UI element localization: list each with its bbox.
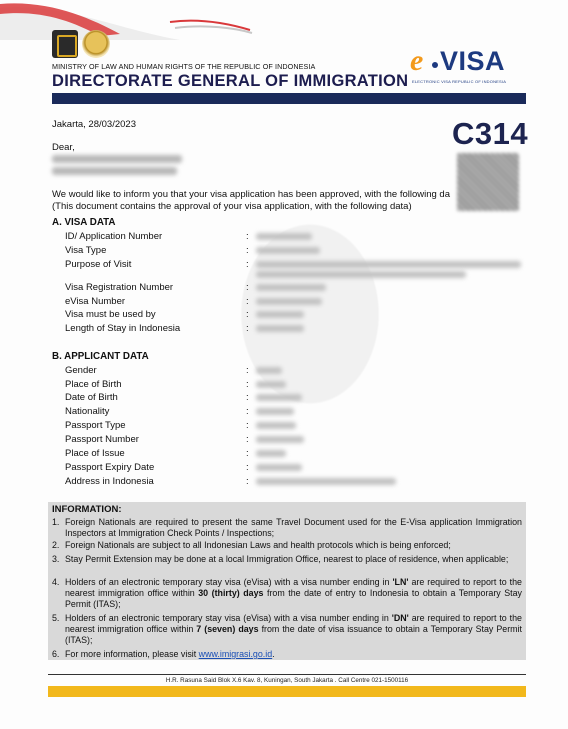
field-label: Place of Birth xyxy=(65,379,122,390)
info-text: Stay Permit Extension may be done at a local Immigration Office, nearest to place of residence, when applicable; xyxy=(65,554,509,564)
info-item xyxy=(52,649,522,660)
field-label: Date of Birth xyxy=(65,392,118,403)
redacted-value xyxy=(256,464,302,471)
ministry-name: MINISTRY OF LAW AND HUMAN RIGHTS OF THE REPUBLIC OF INDONESIA xyxy=(52,62,316,71)
field-colon: : xyxy=(246,434,249,445)
field-colon: : xyxy=(246,379,249,390)
field-colon: : xyxy=(246,309,249,320)
header-bar xyxy=(52,93,526,104)
info-text: Foreign Nationals are subject to all Indonesian Laws and health protocols which is being enforced; xyxy=(65,540,451,550)
redacted-value xyxy=(256,367,282,374)
field-colon: : xyxy=(246,462,249,473)
salutation: Dear, xyxy=(52,142,75,153)
field-colon: : xyxy=(246,282,249,293)
redacted-value xyxy=(256,381,286,388)
redacted-recipient-name xyxy=(52,155,182,163)
redacted-value xyxy=(256,422,296,429)
info-text-part: from the date of entry to Indonesia to obtain a Temporary Stay Permit (ITAS); xyxy=(65,587,522,609)
field-label: Purpose of Visit xyxy=(65,259,132,270)
redacted-value xyxy=(256,284,326,291)
field-label: Visa Type xyxy=(65,245,107,256)
info-number: 4. xyxy=(52,577,60,587)
redacted-value xyxy=(256,298,322,305)
redacted-value xyxy=(256,450,286,457)
info-number: 2. xyxy=(52,540,60,550)
intro-line-2: (This document contains the approval of your visa application, with the following data) xyxy=(52,201,412,212)
deadline-seven-days: 7 (seven) days xyxy=(196,623,259,634)
info-number: 5. xyxy=(52,613,60,623)
redacted-value xyxy=(256,261,521,268)
info-number: 6. xyxy=(52,649,60,659)
redacted-value xyxy=(256,247,320,254)
field-colon: : xyxy=(246,296,249,307)
field-label: Length of Stay in Indonesia xyxy=(65,323,181,334)
deadline-thirty-days: 30 (thirty) days xyxy=(198,587,264,598)
info-text-part: For more information, please visit xyxy=(65,649,199,659)
field-label: Passport Expiry Date xyxy=(65,462,155,473)
redacted-value xyxy=(256,436,304,443)
field-label: Visa Registration Number xyxy=(65,282,174,293)
field-label: Place of Issue xyxy=(65,448,125,459)
field-colon: : xyxy=(246,476,249,487)
info-number: 1. xyxy=(52,517,60,527)
directorate-title: DIRECTORATE GENERAL OF IMMIGRATION xyxy=(52,72,409,90)
redacted-value xyxy=(256,478,396,485)
visa-code-ln: 'LN' xyxy=(392,577,409,587)
field-label: Gender xyxy=(65,365,97,376)
field-colon: : xyxy=(246,231,249,242)
qr-code-redacted xyxy=(457,153,519,211)
footer-divider xyxy=(48,674,526,675)
field-colon: : xyxy=(246,406,249,417)
info-text xyxy=(65,577,522,609)
ministry-logos xyxy=(52,30,110,60)
field-label: eVisa Number xyxy=(65,296,126,307)
info-text xyxy=(65,649,522,660)
intro-line-1: We would like to inform you that your visa application has been approved, with the following da xyxy=(52,189,450,200)
letter-date: Jakarta, 28/03/2023 xyxy=(52,119,136,130)
immigration-emblem-icon xyxy=(52,30,78,58)
ministry-seal-icon xyxy=(82,30,110,58)
applicant-data-heading: B. APPLICANT DATA xyxy=(52,351,149,362)
field-label: Visa must be used by xyxy=(65,309,156,320)
field-colon: : xyxy=(246,448,249,459)
info-text-part: from the date of visa issuance to obtain a Temporary Stay Permit (ITAS); xyxy=(65,623,523,645)
field-colon: : xyxy=(246,420,249,431)
evisa-logo-visa: VISA xyxy=(440,46,506,76)
information-heading: INFORMATION: xyxy=(52,504,122,515)
info-text-part: are required to report to the nearest immigration office within xyxy=(65,613,522,634)
info-item xyxy=(52,577,522,609)
evisa-logo-subtitle: ELECTRONIC VISA REPUBLIC OF INDONESIA xyxy=(412,79,507,84)
footer-bar xyxy=(48,686,526,697)
info-text: Foreign Nationals are required to present the same Travel Document used for the E-Visa application Immigration Inspectors at Immigration Check Points / Inspections; xyxy=(65,517,522,538)
info-text-part: Holders of an electronic temporary stay visa (eVisa) with a visa number ending in xyxy=(65,577,393,587)
imigrasi-website-link[interactable]: www.imigrasi.go.id xyxy=(198,649,273,659)
field-label: Address in Indonesia xyxy=(65,476,154,487)
redacted-value xyxy=(256,325,304,332)
field-colon: : xyxy=(246,365,249,376)
evisa-logo xyxy=(410,44,528,86)
field-colon: : xyxy=(246,259,249,270)
info-item xyxy=(52,613,522,645)
info-item xyxy=(52,554,522,565)
field-label: Passport Type xyxy=(65,420,126,431)
redacted-value xyxy=(256,271,466,278)
redacted-value xyxy=(256,394,302,401)
field-colon: : xyxy=(246,323,249,334)
field-label: Passport Number xyxy=(65,434,139,445)
letter-code: C314 xyxy=(452,116,529,151)
evisa-logo-dot xyxy=(432,62,438,68)
visa-code-dn: 'DN' xyxy=(391,613,409,623)
info-text-part: . xyxy=(272,649,275,659)
info-text-part: are required to report to the nearest immigration office within xyxy=(65,577,522,598)
info-text-part: Holders of an electronic temporary stay visa (eVisa) with a visa number ending in xyxy=(65,613,392,623)
field-label: Nationality xyxy=(65,406,110,417)
redacted-value xyxy=(256,408,294,415)
field-label: ID/ Application Number xyxy=(65,231,163,242)
redacted-value xyxy=(256,233,312,240)
redacted-value xyxy=(256,311,304,318)
visa-data-heading: A. VISA DATA xyxy=(52,217,116,228)
evisa-logo-e: e xyxy=(410,44,424,77)
footer-address: H.R. Rasuna Said Blok X.6 Kav. 8, Kuningan, South Jakarta . Call Centre 021-1500116 xyxy=(165,677,409,684)
field-colon: : xyxy=(246,245,249,256)
redacted-recipient-address xyxy=(52,167,177,175)
info-number: 3. xyxy=(52,554,60,564)
info-item xyxy=(52,517,522,539)
field-colon: : xyxy=(246,392,249,403)
info-text xyxy=(65,613,522,645)
info-item xyxy=(52,540,522,551)
